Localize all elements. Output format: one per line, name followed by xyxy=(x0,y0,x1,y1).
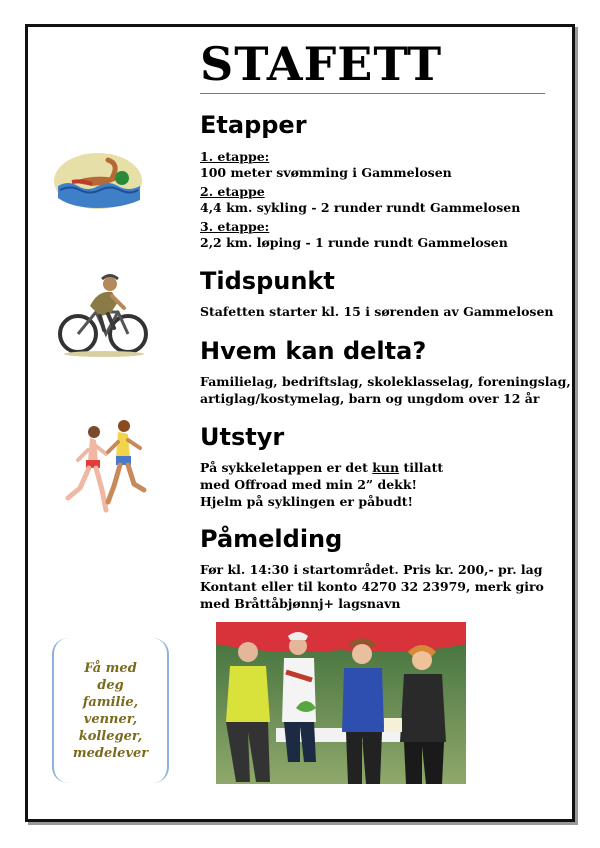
etapper-heading: Etapper xyxy=(200,111,307,139)
callout-line: deg xyxy=(97,677,124,693)
pamelding-heading: Påmelding xyxy=(200,525,343,553)
stage-1-text: 100 meter svømming i Gammelosen xyxy=(200,165,452,180)
stage-3-label: 3. etappe: xyxy=(200,219,270,234)
title-divider xyxy=(200,93,545,94)
invite-callout-text xyxy=(73,660,148,762)
pamelding-line-3: med Bråttåbjønnj+ lagsnavn xyxy=(200,596,401,611)
pamelding-line-1: Før kl. 14:30 i startområdet. Pris kr. 200,- pr. lag xyxy=(200,562,543,577)
utstyr-heading: Utstyr xyxy=(200,423,285,451)
runners-icon xyxy=(62,418,148,518)
cyclist-icon xyxy=(56,272,156,358)
utstyr-line-3: Hjelm på syklingen er påbudt! xyxy=(200,494,414,509)
event-photo xyxy=(216,622,466,784)
utstyr-line-1-post: tillatt xyxy=(399,460,444,475)
utstyr-line-1-pre: På sykkeletappen er det xyxy=(200,460,373,475)
callout-line: venner, xyxy=(83,711,138,727)
stage-2-text: 4,4 km. sykling - 2 runder rundt Gammelosen xyxy=(200,200,521,215)
utstyr-line-1 xyxy=(200,459,443,477)
callout-line: medelever xyxy=(72,745,149,761)
hvem-line-1: Familielag, bedriftslag, skoleklasselag, foreningslag, xyxy=(200,374,571,389)
stage-2-label: 2. etappe xyxy=(200,184,265,199)
stage-3-text: 2,2 km. løping - 1 runde rundt Gammelosen xyxy=(200,235,508,250)
tidspunkt-heading: Tidspunkt xyxy=(200,267,335,295)
callout-line: kolleger, xyxy=(78,728,143,744)
invite-callout xyxy=(52,638,169,783)
pamelding-line-2: Kontant eller til konto 4270 32 23979, merk giro xyxy=(200,579,544,594)
callout-line: Få med xyxy=(84,660,137,676)
tidspunkt-text: Stafetten starter kl. 15 i sørenden av Gammelosen xyxy=(200,304,554,319)
utstyr-line-2: med Offroad med min 2” dekk! xyxy=(200,477,417,492)
hvem-line-2: artiglag/kostymelag, barn og ungdom over 12 år xyxy=(200,391,540,406)
hvem-heading: Hvem kan delta? xyxy=(200,337,427,365)
utstyr-line-1-emph: kun xyxy=(372,460,400,475)
callout-line: familie, xyxy=(82,694,139,710)
stage-1-label: 1. etappe: xyxy=(200,149,270,164)
page-title: STAFETT xyxy=(200,37,443,91)
swimmer-icon xyxy=(52,150,144,212)
